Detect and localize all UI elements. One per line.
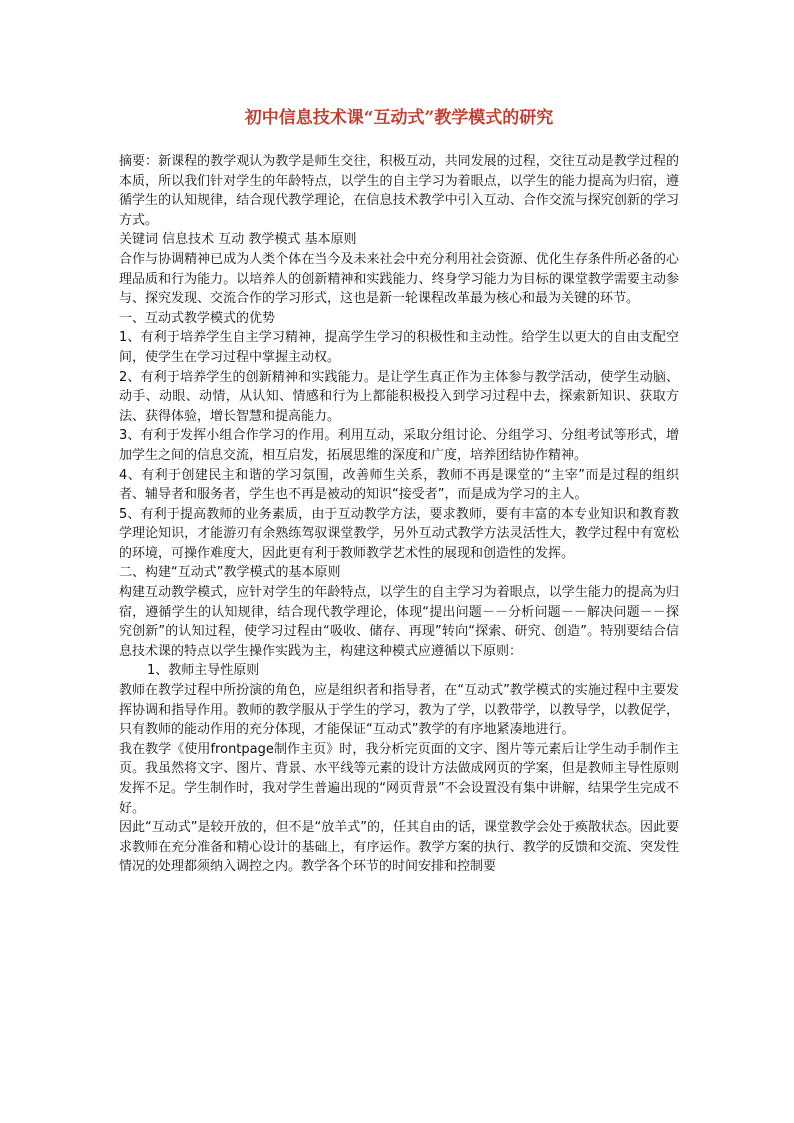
- principle-1-paragraph: 教师在教学过程中所扮演的角色，应是组织者和指导者，在“互动式”教学模式的实施过程中主要发挥协调和指导作用。教师的教学服从于学生的学习，教为了学，以教带学，以教导学，以教促学，只有教师的能动作用的充分体现，才能保证“互动式”教学的有序地紧凑地进行。: [119, 683, 679, 738]
- section-heading-2: 二、构建“互动式”教学模式的基本原则: [119, 565, 341, 581]
- abstract-paragraph: 摘要：新课程的教学观认为教学是师生交往，积极互动，共同发展的过程，交往互动是教学过程的本质，所以我们针对学生的年龄特点，以学生的自主学习为着眼点，以学生的能力提高为归宿，遵循学生的认知规律，结合现代教学理论，在信息技术教学中引入互动、合作交流与探究创新的学习方式。: [119, 154, 679, 228]
- document-title: 初中信息技术课“互动式”教学模式的研究: [244, 108, 554, 128]
- intro-paragraph: 合作与协调精神已成为人类个体在当今及未来社会中充分利用社会资源、优化生存条件所必备的心理品质和行为能力。以培养人的创新精神和实践能力、终身学习能力为目标的课堂教学需要主动参与、探究发现、交流合作的学习形式，这也是新一轮课程改革最为核心和最为关键的环节。: [119, 251, 679, 307]
- advantage-item-2: 2、有利于培养学生的创新精神和实践能力。是让学生真正作为主体参与教学活动，使学生动脑、动手、动眼、动情，从认知、情感和行为上都能积极投入到学习过程中去，探索新知识、获取方法、获得体验，增长智慧和提高能力。: [119, 369, 679, 424]
- advantage-item-4: 4、有利于创建民主和谐的学习氛围，改善师生关系，教师不再是课堂的“主宰”而是过程的组织者、辅导者和服务者，学生也不再是被动的知识“接受者”，而是成为学习的主人。: [119, 467, 679, 503]
- document-body: [119, 152, 679, 877]
- example-paragraph: 我在教学《使用frontpage制作主页》时，我分析完页面的文字、图片等元素后让学生动手制作主页。我虽然将文字、图片、背景、水平线等元素的设计方法做成网页的学案，但是教师主导性原则发挥不足。学生制作时，我对学生普遍出现的“网页背景”不会设置没有集中讲解，结果学生完成不好。: [119, 741, 679, 816]
- keywords-line: 关键词 信息技术 互动 教学模式 基本原则: [119, 232, 357, 248]
- advantage-item-1: 1、有利于培养学生自主学习精神，提高学生学习的积极性和主动性。给学生以更大的自由支配空间，使学生在学习过程中掌握主动权。: [119, 330, 679, 365]
- section-heading-1: 一、互动式教学模式的优势: [119, 310, 276, 326]
- principles-intro-paragraph: 构建互动教学模式，应针对学生的年龄特点，以学生的自主学习为着眼点，以学生能力的提高为归宿，遵循学生的认知规律，结合现代教学理论，体现“提出问题－－分析问题－－解决问题－－探究创新”的认知过程，使学习过程由“吸收、储存、再现”转向“探索、研究、创造”。特别要结合信息技术课的特点以学生操作实践为主，构建这种模式应遵循以下原则：: [119, 585, 679, 659]
- principle-heading-1: 1、教师主导性原则: [147, 663, 260, 679]
- advantage-item-3: 3、有利于发挥小组合作学习的作用。利用互动，采取分组讨论、分组学习、分组考试等形式，增加学生之间的信息交流，相互启发，拓展思维的深度和广度，培养团结协作精神。: [119, 428, 679, 463]
- conclusion-paragraph: 因此“互动式”是较开放的，但不是“放羊式”的，任其自由的话，课堂教学会处于痪散状态。因此要求教师在充分准备和精心设计的基础上，有序运作。教学方案的执行、教学的反馈和交流、突发性情况的处理都须纳入调控之内。教学各个环节的时间安排和控制要: [119, 820, 679, 875]
- advantage-item-5: 5、有利于提高教师的业务素质，由于互动教学方法，要求教师，要有丰富的本专业知识和教育教学理论知识，才能游刃有余熟练驾驭课堂教学，另外互动式教学方法灵活性大，教学过程中有宽松的环境，可操作难度大，因此更有利于教师教学艺术性的展现和创造性的发挥。: [119, 506, 679, 561]
